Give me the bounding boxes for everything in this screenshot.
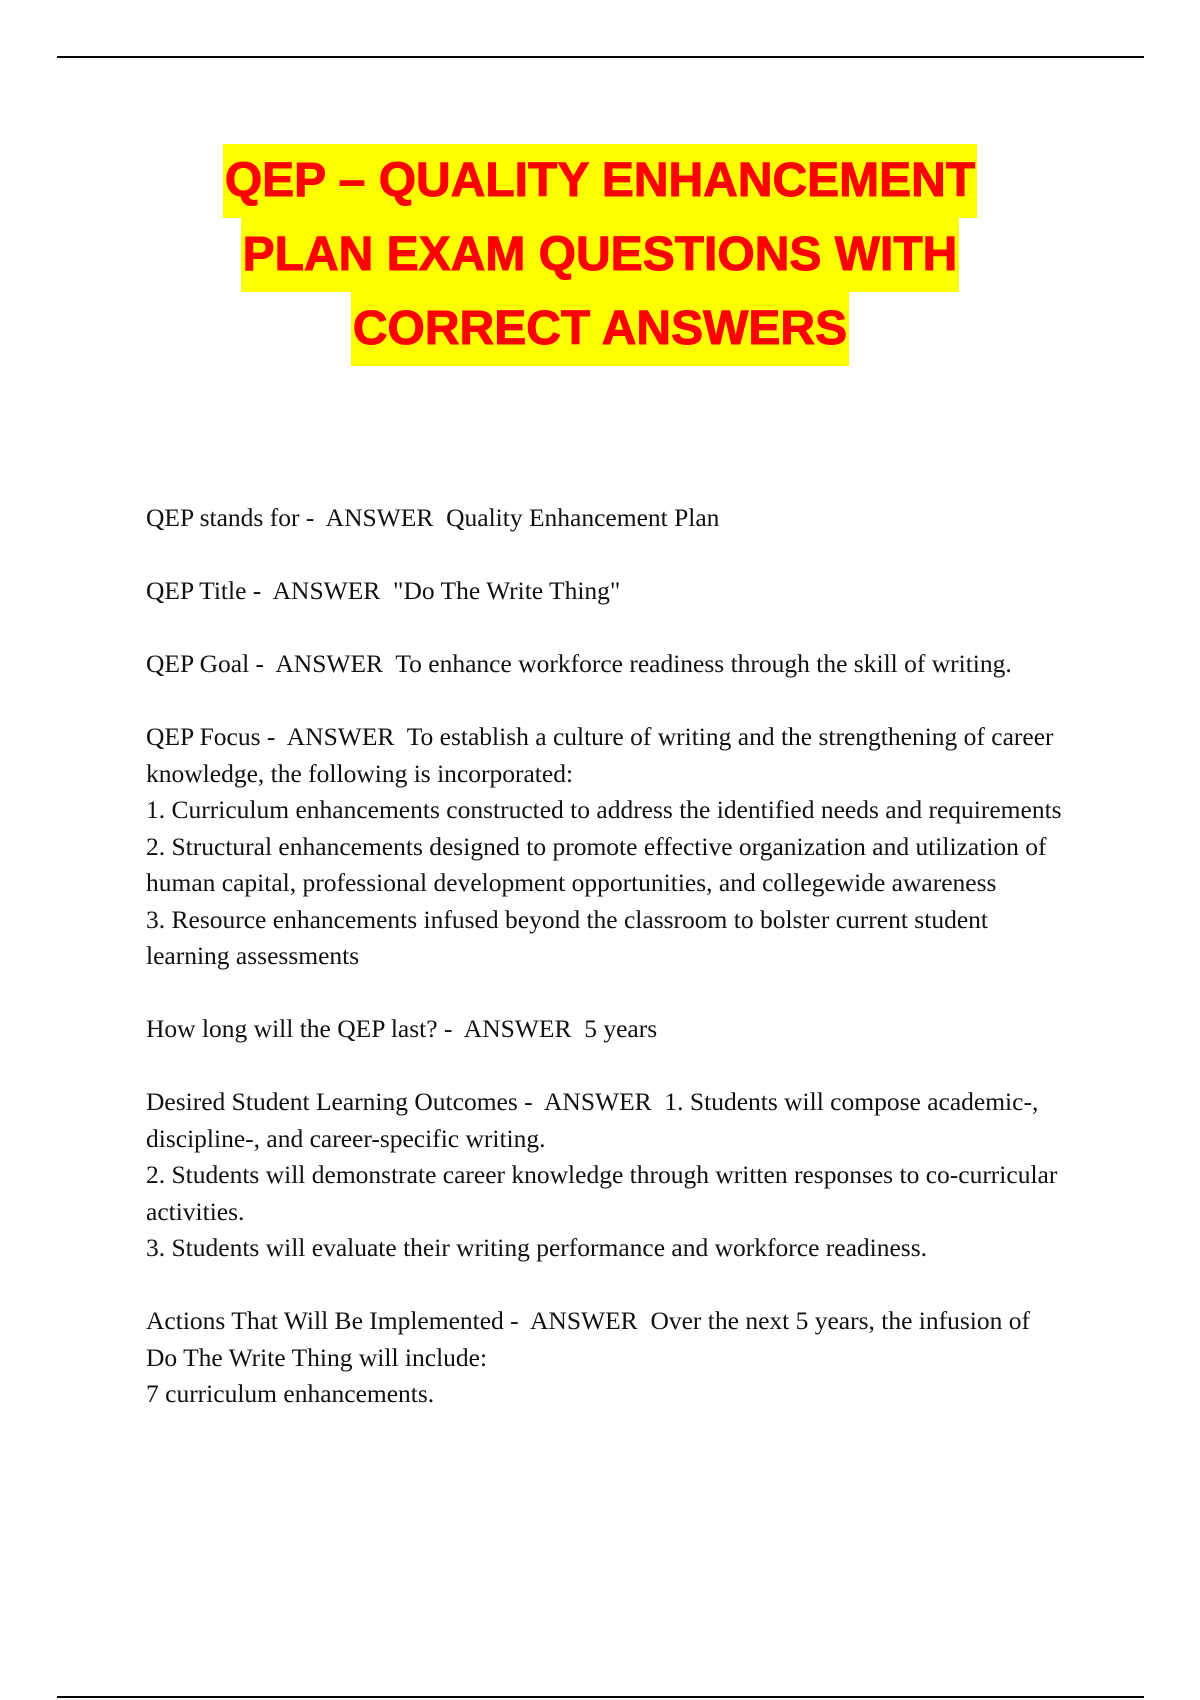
title-line-3: CORRECT ANSWERS [351, 292, 849, 366]
question: QEP stands for - [146, 503, 315, 532]
question: Desired Student Learning Outcomes - [146, 1087, 533, 1116]
qa-item-3 [146, 646, 1066, 683]
answer-line: 2. Students will demonstrate career knowledge through written responses to co-curricular activities. [146, 1160, 1058, 1226]
qa-entry [146, 646, 1066, 683]
qa-item-5 [146, 1011, 1066, 1048]
title-line-1: QEP – QUALITY ENHANCEMENT [223, 144, 977, 218]
answer-label: ANSWER [272, 576, 381, 605]
answer: 1. Students will compose academic-, discipline-, and career-specific writing. [146, 1087, 1039, 1153]
answer-label: ANSWER [530, 1306, 638, 1335]
qa-list [146, 500, 1066, 1449]
answer-label: ANSWER [544, 1087, 652, 1116]
qa-item-7 [146, 1303, 1066, 1413]
bottom-rule [57, 1696, 1144, 1698]
answer: Over the next 5 years, the infusion of Do The Write Thing will include: [146, 1306, 1030, 1372]
qa-item-4 [146, 719, 1066, 975]
answer-line: 3. Students will evaluate their writing performance and workforce readiness. [146, 1233, 928, 1262]
document-title [0, 144, 1200, 366]
qa-entry [146, 719, 1066, 792]
qa-item-1 [146, 500, 1066, 537]
qa-entry [146, 500, 1066, 537]
question: QEP Goal - [146, 649, 265, 678]
answer-line: 7 curriculum enhancements. [146, 1379, 435, 1408]
question: How long will the QEP last? - [146, 1014, 453, 1043]
answer: "Do The Write Thing" [393, 576, 621, 605]
answer-line: 3. Resource enhancements infused beyond the classroom to bolster current student learning assessments [146, 904, 988, 970]
answer: To establish a culture of writing and the strengthening of career knowledge, the following is incorporated: [146, 722, 1054, 788]
question: Actions That Will Be Implemented - [146, 1306, 519, 1335]
qa-item-2 [146, 573, 1066, 610]
qa-entry [146, 1084, 1066, 1157]
title-line-2: PLAN EXAM QUESTIONS WITH [241, 218, 960, 292]
answer: 5 years [584, 1014, 658, 1043]
answer: Quality Enhancement Plan [446, 503, 720, 532]
question: QEP Focus - [146, 722, 276, 751]
answer-line: 2. Structural enhancements designed to promote effective organization and utilization of human capital, professional development opportunities, and collegewide awareness [146, 831, 1047, 897]
answer-label: ANSWER [325, 503, 434, 532]
answer-label: ANSWER [275, 649, 384, 678]
top-rule [57, 56, 1144, 58]
qa-entry [146, 1303, 1066, 1376]
qa-item-6 [146, 1084, 1066, 1267]
answer: To enhance workforce readiness through the skill of writing. [395, 649, 1012, 678]
qa-entry [146, 573, 1066, 610]
answer-label: ANSWER [286, 722, 395, 751]
answer-label: ANSWER [463, 1014, 572, 1043]
qa-entry [146, 1011, 1066, 1048]
question: QEP Title - [146, 576, 262, 605]
answer-line: 1. Curriculum enhancements constructed to address the identified needs and requirements [146, 795, 1062, 824]
